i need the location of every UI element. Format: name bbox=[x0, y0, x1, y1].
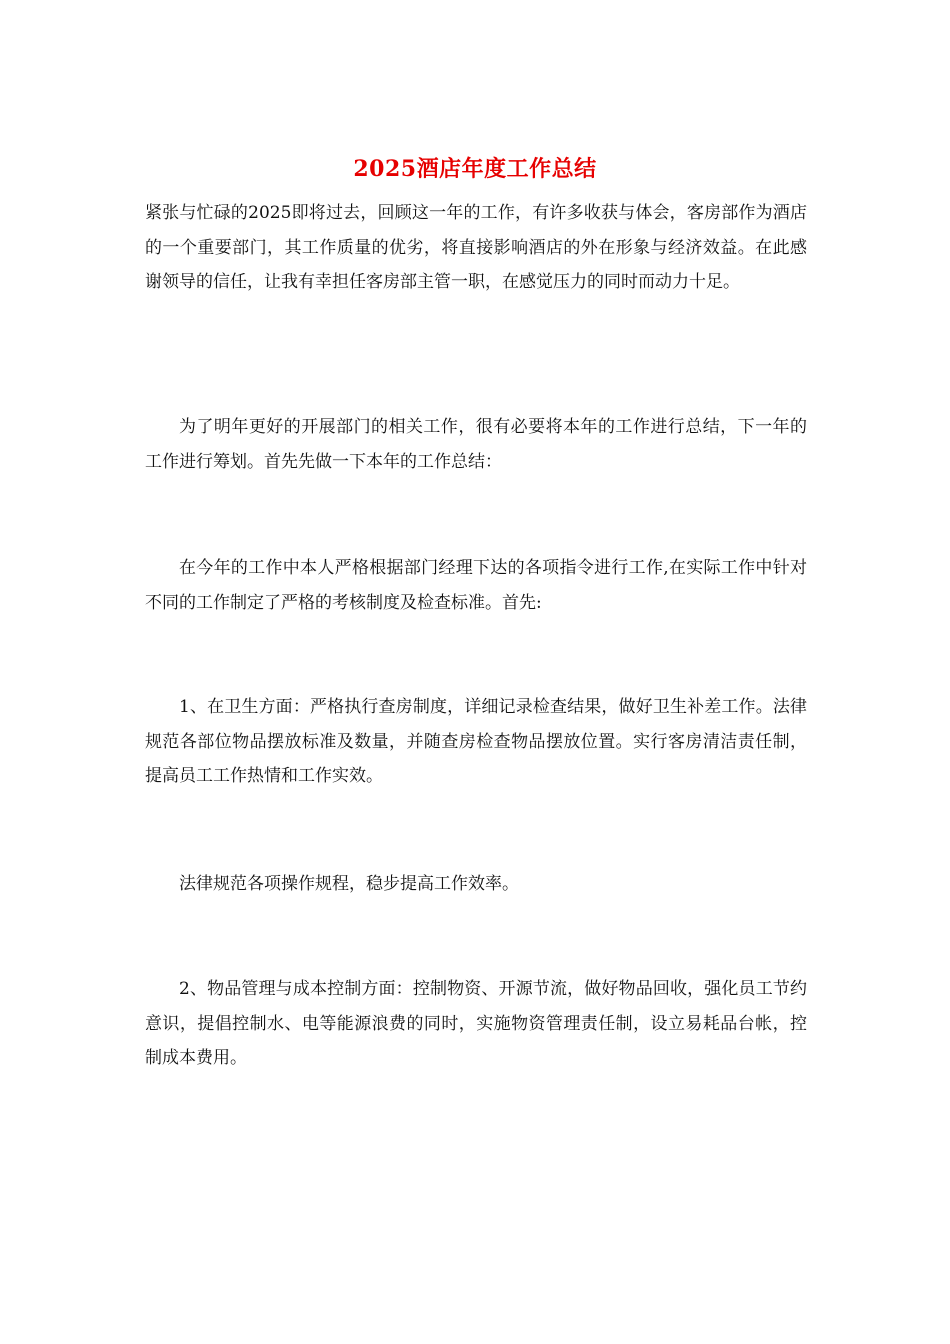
document-title: 2025酒店年度工作总结 bbox=[353, 156, 597, 182]
paragraph-intro: 紧张与忙碌的2025即将过去，回顾这一年的工作，有许多收获与体会，客房部作为酒店的一个重要部门，其工作质量的优劣，将直接影响酒店的外在形象与经济效益。在此感谢领导的信任，让我有幸担任客房部主管一职，在感觉压力的同时而动力十足。 bbox=[145, 203, 807, 292]
paragraph-hygiene: 1、在卫生方面：严格执行查房制度，详细记录检查结果，做好卫生补差工作。法律规范各部位物品摆放标准及数量，并随查房检查物品摆放位置。实行客房清洁责任制，提高员工工作热情和工作实效。 bbox=[145, 697, 807, 786]
paragraph-planning: 为了明年更好的开展部门的相关工作，很有必要将本年的工作进行总结，下一年的工作进行筹划。首先先做一下本年的工作总结： bbox=[145, 417, 807, 472]
paragraph-standards: 在今年的工作中本人严格根据部门经理下达的各项指令进行工作,在实际工作中针对不同的工作制定了严格的考核制度及检查标准。首先: bbox=[145, 558, 807, 613]
paragraph-procedures: 法律规范各项操作规程，稳步提高工作效率。 bbox=[179, 874, 519, 894]
paragraph-cost-control: 2、物品管理与成本控制方面：控制物资、开源节流，做好物品回收，强化员工节约意识，提倡控制水、电等能源浪费的同时，实施物资管理责任制，设立易耗品台帐，控制成本费用。 bbox=[145, 979, 807, 1068]
